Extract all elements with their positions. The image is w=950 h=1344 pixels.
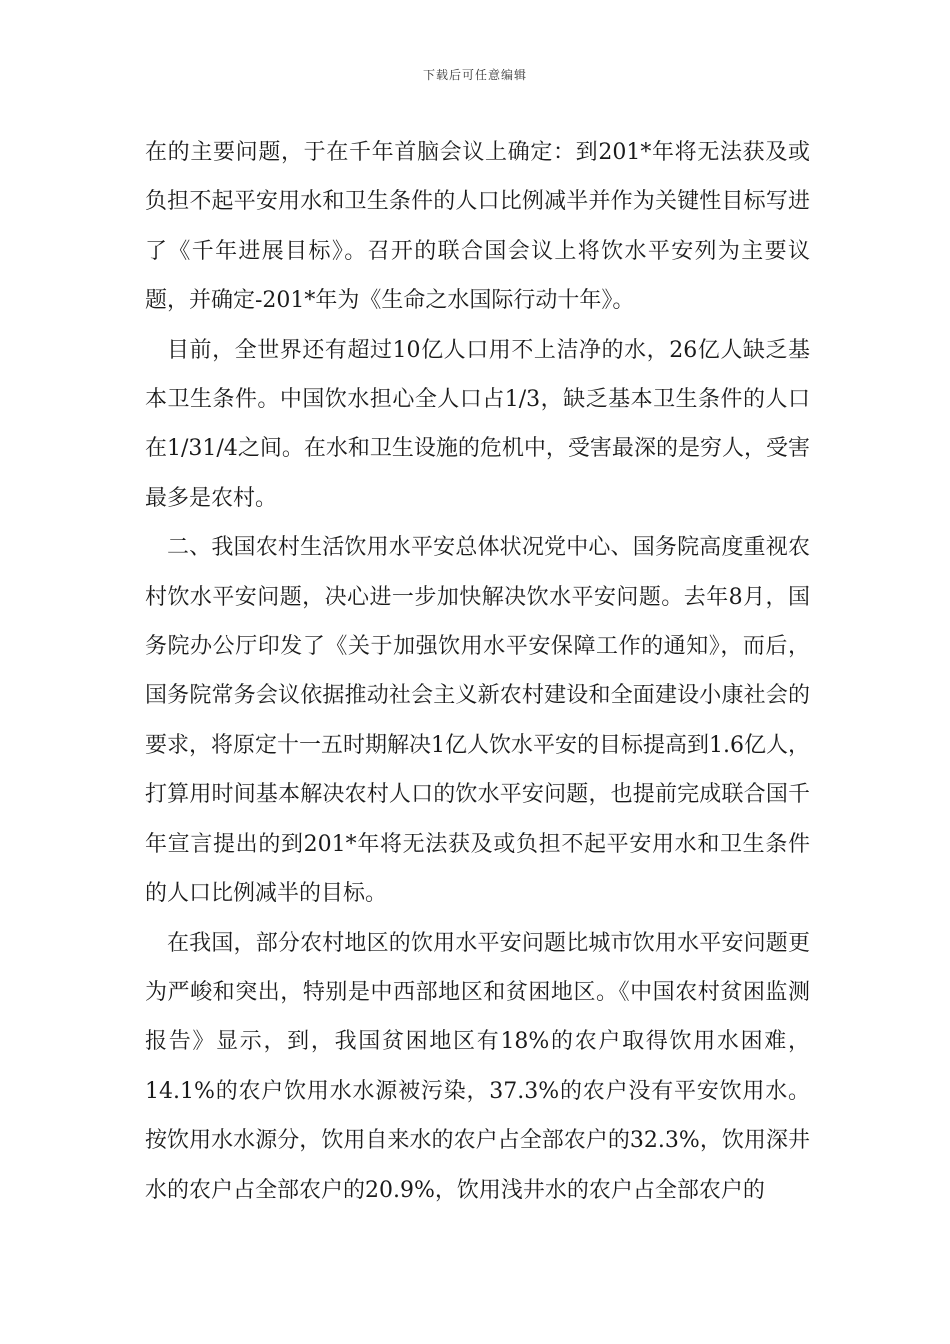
paragraph-4: 在我国，部分农村地区的饮用水平安问题比城市饮用水平安问题更为严峻和突出，特别是中西部地区和贫困地区。《中国农村贫困监测报告》显示，到，我国贫困地区有18%的农户取得饮用水困难，14.1%的农户饮用水水源被污染，37.3%的农户没有平安饮用水。按饮用水水源分，饮用自来水的农户占全部农户的32.3%，饮用深井水的农户占全部农户的20.9%，饮用浅井水的农户占全部农户的: [145, 930, 810, 1203]
paragraph-3: 二、我国农村生活饮用水平安总体状况党中心、国务院高度重视农村饮水平安问题，决心进一步加快解决饮水平安问题。去年8月，国务院办公厅印发了《关于加强饮用水平安保障工作的通知》，而后，国务院常务会议依据推动社会主义新农村建设和全面建设小康社会的要求，将原定十一五时期解决1亿人饮水平安的目标提高到1.6亿人，打算用时间基本解决农村人口的饮水平安问题，也提前完成联合国千年宣言提出的到201*年将无法获及或负担不起平安用水和卫生条件的人口比例减半的目标。: [145, 535, 810, 907]
document-body: [145, 128, 810, 1215]
page-header: 下载后可任意编辑: [422, 68, 527, 82]
paragraph-2: 目前，全世界还有超过10亿人口用不上洁净的水，26亿人缺乏基本卫生条件。中国饮水担心全人口占1/3，缺乏基本卫生条件的人口在1/31/4之间。在水和卫生设施的危机中，受害最深的是穷人，受害最多是农村。: [145, 337, 810, 511]
paragraph-1: 在的主要问题，于在千年首脑会议上确定：到201*年将无法获及或负担不起平安用水和卫生条件的人口比例减半并作为关键性目标写进了《千年进展目标》。召开的联合国会议上将饮水平安列为主要议题，并确定-201*年为《生命之水国际行动十年》。: [145, 140, 810, 314]
